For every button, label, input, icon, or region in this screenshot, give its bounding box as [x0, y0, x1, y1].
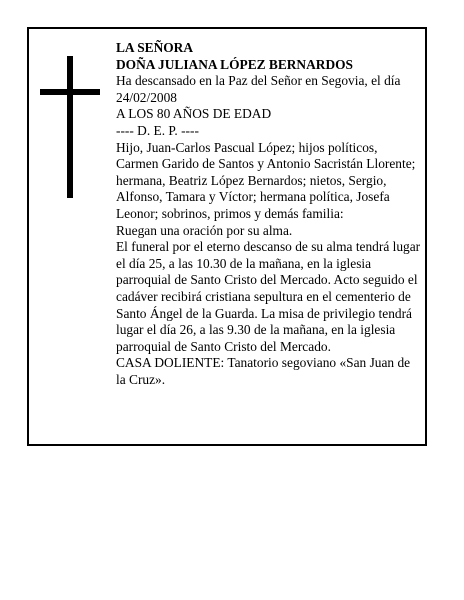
- cross-vertical-bar: [67, 56, 73, 198]
- notice-text: [116, 40, 422, 388]
- age-line: A LOS 80 AÑOS DE EDAD: [116, 106, 272, 122]
- death-info: Ha descansado en la Paz del Señor en Segovia, el día 24/02/2008: [116, 73, 401, 105]
- prayer-request: Ruegan una oración por su alma.: [116, 222, 293, 238]
- cross-icon: [29, 29, 109, 229]
- rip-line: ---- D. E. P. ----: [116, 122, 199, 138]
- cross-horizontal-bar: [40, 89, 100, 95]
- mourning-house: CASA DOLIENTE: Tanatorio segoviano «San Juan de la Cruz».: [116, 355, 411, 387]
- notice-title: LA SEÑORA: [116, 40, 194, 55]
- family-list: Hijo, Juan-Carlos Pascual López; hijos políticos, Carmen Garido de Santos y Antonio Sacristán Llorente; hermana, Beatriz López Bernardos; nietos, Sergio, Alfonso, Tamara y Víctor; hermana política, Josefa Leonor; sobrinos, primos y demás familia:: [116, 139, 416, 221]
- funeral-details: El funeral por el eterno descanso de su alma tendrá lugar el día 25, a las 10.30 de la mañana, en la iglesia parroquial de Santo Cristo del Mercado. Acto seguido el cadáver recibirá cristiana sepultura en el cementerio de Santo Ángel de la Guarda. La misa de privilegio tendrá lugar el día 26, a las 9.30 de la mañana, en la iglesia parroquial de Santo Cristo del Mercado.: [116, 239, 421, 354]
- obituary-notice: [27, 27, 427, 446]
- deceased-name: DOÑA JULIANA LÓPEZ BERNARDOS: [116, 56, 353, 72]
